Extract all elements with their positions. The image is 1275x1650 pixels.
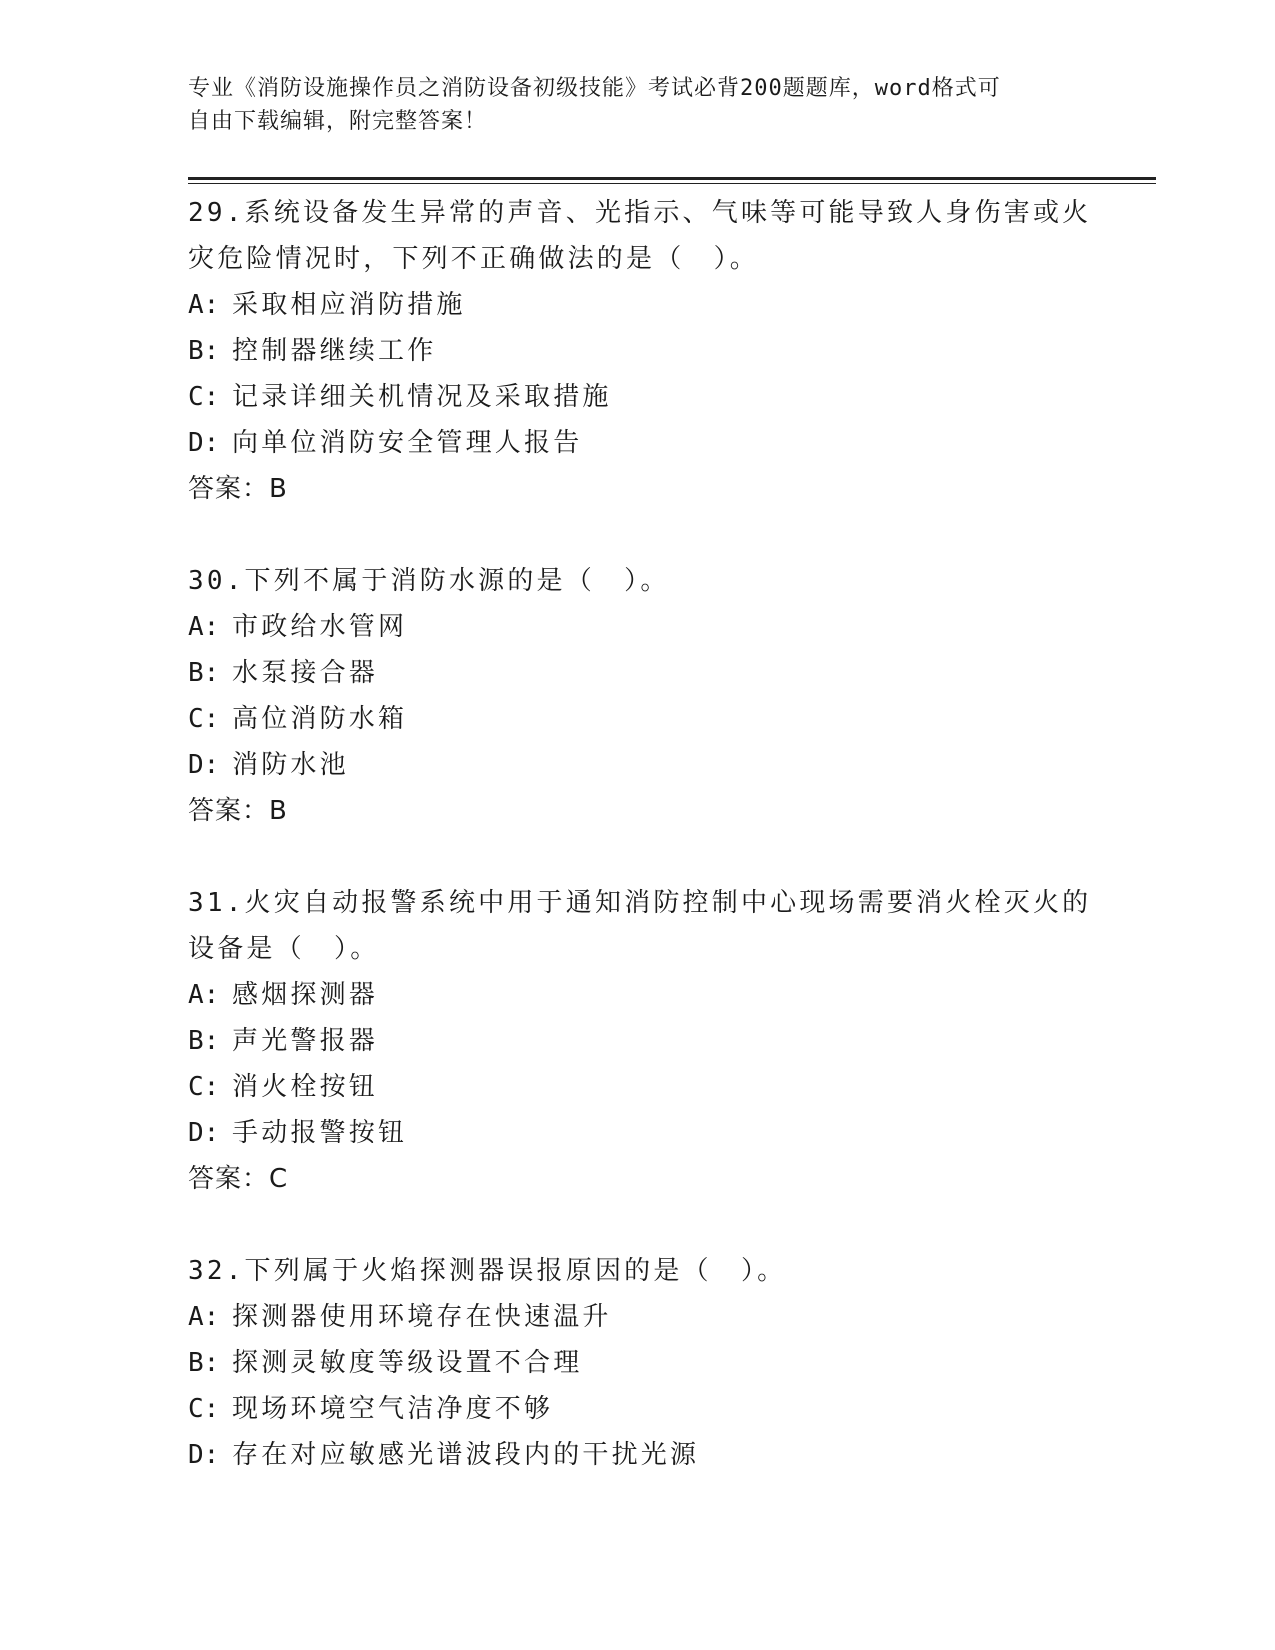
question-stem: 32.下列属于火焰探测器误报原因的是（ ）。 (188, 1256, 787, 1286)
option-letter: B: (188, 1026, 220, 1056)
option-text: 高位消防水箱 (232, 704, 408, 734)
option-text: 向单位消防安全管理人报告 (232, 428, 583, 458)
option-a (188, 282, 1108, 328)
option-d (188, 1432, 1108, 1478)
option-b (188, 650, 1108, 696)
option-letter: A: (188, 1302, 220, 1332)
option-letter: C: (188, 704, 220, 734)
option-c (188, 696, 1108, 742)
option-text: 现场环境空气洁净度不够 (232, 1394, 554, 1424)
option-letter: D: (188, 1118, 220, 1148)
option-text: 手动报警按钮 (232, 1118, 408, 1148)
option-letter: A: (188, 612, 220, 642)
option-letter: D: (188, 1440, 220, 1470)
option-text: 存在对应敏感光谱波段内的干扰光源 (232, 1440, 700, 1470)
option-letter: B: (188, 658, 220, 688)
question-31 (188, 880, 1108, 1202)
answer-line: 答案：B (188, 796, 288, 826)
option-letter: C: (188, 1072, 220, 1102)
header-rule-thin (188, 183, 1156, 184)
option-a (188, 972, 1108, 1018)
option-text: 采取相应消防措施 (232, 290, 466, 320)
option-a (188, 1294, 1108, 1340)
answer-line: 答案：B (188, 474, 288, 504)
document-header (188, 72, 1088, 138)
option-b (188, 1340, 1108, 1386)
option-text: 水泵接合器 (232, 658, 379, 688)
option-c (188, 374, 1108, 420)
option-text: 探测器使用环境存在快速温升 (232, 1302, 612, 1332)
option-text: 探测灵敏度等级设置不合理 (232, 1348, 583, 1378)
question-stem: 31.火灾自动报警系统中用于通知消防控制中心现场需要消火栓灭火的设备是（ ）。 (188, 888, 1092, 964)
question-32 (188, 1248, 1108, 1478)
option-d (188, 742, 1108, 788)
option-c (188, 1386, 1108, 1432)
option-a (188, 604, 1108, 650)
question-list (188, 190, 1108, 1524)
option-letter: B: (188, 336, 220, 366)
option-b (188, 1018, 1108, 1064)
question-30 (188, 558, 1108, 834)
option-text: 声光警报器 (232, 1026, 379, 1056)
option-letter: D: (188, 428, 220, 458)
option-text: 消火栓按钮 (232, 1072, 379, 1102)
option-c (188, 1064, 1108, 1110)
option-letter: A: (188, 290, 220, 320)
option-d (188, 1110, 1108, 1156)
option-letter: B: (188, 1348, 220, 1378)
option-text: 控制器继续工作 (232, 336, 437, 366)
option-text: 感烟探测器 (232, 980, 379, 1010)
header-line-2: 自由下载编辑，附完整答案！ (188, 109, 488, 134)
header-rule-thick (188, 177, 1156, 180)
question-stem: 29.系统设备发生异常的声音、光指示、气味等可能导致人身伤害或火灾危险情况时，下列不正确做法的是（ ）。 (188, 198, 1092, 274)
header-line-1: 专业《消防设施操作员之消防设备初级技能》考试必背200题题库，word格式可 (188, 76, 1001, 101)
option-text: 消防水池 (232, 750, 349, 780)
option-d (188, 420, 1108, 466)
option-b (188, 328, 1108, 374)
option-letter: C: (188, 382, 220, 412)
question-stem: 30.下列不属于消防水源的是（ ）。 (188, 566, 670, 596)
option-text: 记录详细关机情况及采取措施 (232, 382, 612, 412)
answer-line: 答案：C (188, 1164, 289, 1194)
option-letter: D: (188, 750, 220, 780)
option-letter: A: (188, 980, 220, 1010)
option-text: 市政给水管网 (232, 612, 408, 642)
option-letter: C: (188, 1394, 220, 1424)
question-29 (188, 190, 1108, 512)
